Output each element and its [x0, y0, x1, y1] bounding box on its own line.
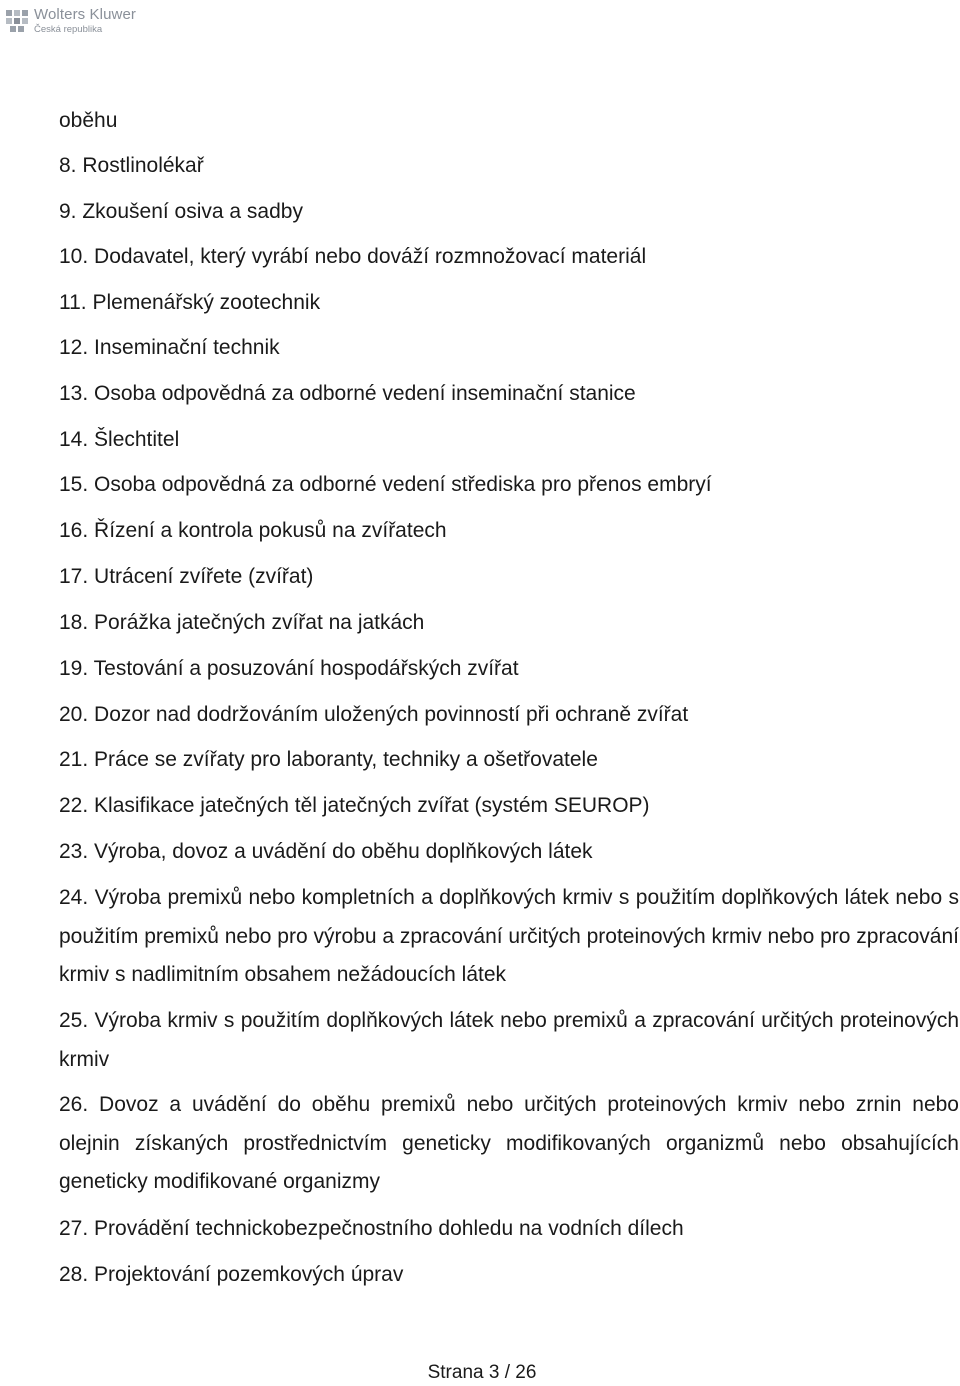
list-item: 21. Práce se zvířaty pro laboranty, techniky a ošetřovatele — [59, 748, 598, 771]
list-item: 11. Plemenářský zootechnik — [59, 291, 321, 314]
list-item: 19. Testování a posuzování hospodářských zvířat — [59, 657, 519, 680]
logo-name: Wolters Kluwer — [34, 6, 136, 24]
list-item: 16. Řízení a kontrola pokusů na zvířatech — [59, 519, 447, 542]
list-item: 9. Zkoušení osiva a sadby — [59, 200, 303, 223]
list-item: 17. Utrácení zvířete (zvířat) — [59, 565, 314, 588]
logo-subtitle: Česká republika — [34, 24, 103, 36]
wolters-kluwer-logo-icon — [4, 8, 30, 34]
list-item: 20. Dozor nad dodržováním uložených povinností při ochraně zvířat — [59, 703, 689, 726]
list-item-paragraph: 26. Dovoz a uvádění do oběhu premixů nebo určitých proteinových krmiv nebo zrnin nebo olejnin získaných prostřednictvím geneticky modifikovaných organizmů nebo obsahujících geneticky modifikované organizmy — [59, 1093, 959, 1193]
wolters-kluwer-logo — [4, 4, 154, 38]
list-item: 8. Rostlinolékař — [59, 154, 204, 177]
list-item: 27. Provádění technickobezpečnostního dohledu na vodních dílech — [59, 1217, 684, 1240]
list-item-paragraph: 24. Výroba premixů nebo kompletních a doplňkových krmiv s použitím doplňkových látek nebo s použitím premixů nebo pro výrobu a zpracování určitých proteinových krmiv nebo pro zpracování krmiv s nadlimitním obsahem nežádoucích látek — [59, 886, 959, 986]
list-item: 13. Osoba odpovědná za odborné vedení inseminační stanice — [59, 382, 636, 405]
list-item: 15. Osoba odpovědná za odborné vedení střediska pro přenos embryí — [59, 473, 712, 496]
list-item: 14. Šlechtitel — [59, 428, 180, 451]
list-item: 18. Porážka jatečných zvířat na jatkách — [59, 611, 425, 634]
list-item: 22. Klasifikace jatečných těl jatečných zvířat (systém SEUROP) — [59, 794, 650, 817]
list-item-paragraph: 25. Výroba krmiv s použitím doplňkových látek nebo premixů a zpracování určitých proteinových krmiv — [59, 1009, 959, 1071]
list-item: 12. Inseminační technik — [59, 336, 280, 359]
list-item: oběhu — [59, 109, 118, 132]
list-item: 28. Projektování pozemkových úprav — [59, 1263, 404, 1286]
list-item: 23. Výroba, dovoz a uvádění do oběhu doplňkových látek — [59, 840, 593, 863]
page-number: Strana 3 / 26 — [427, 1362, 537, 1383]
list-item: 10. Dodavatel, který vyrábí nebo dováží rozmnožovací materiál — [59, 245, 647, 268]
